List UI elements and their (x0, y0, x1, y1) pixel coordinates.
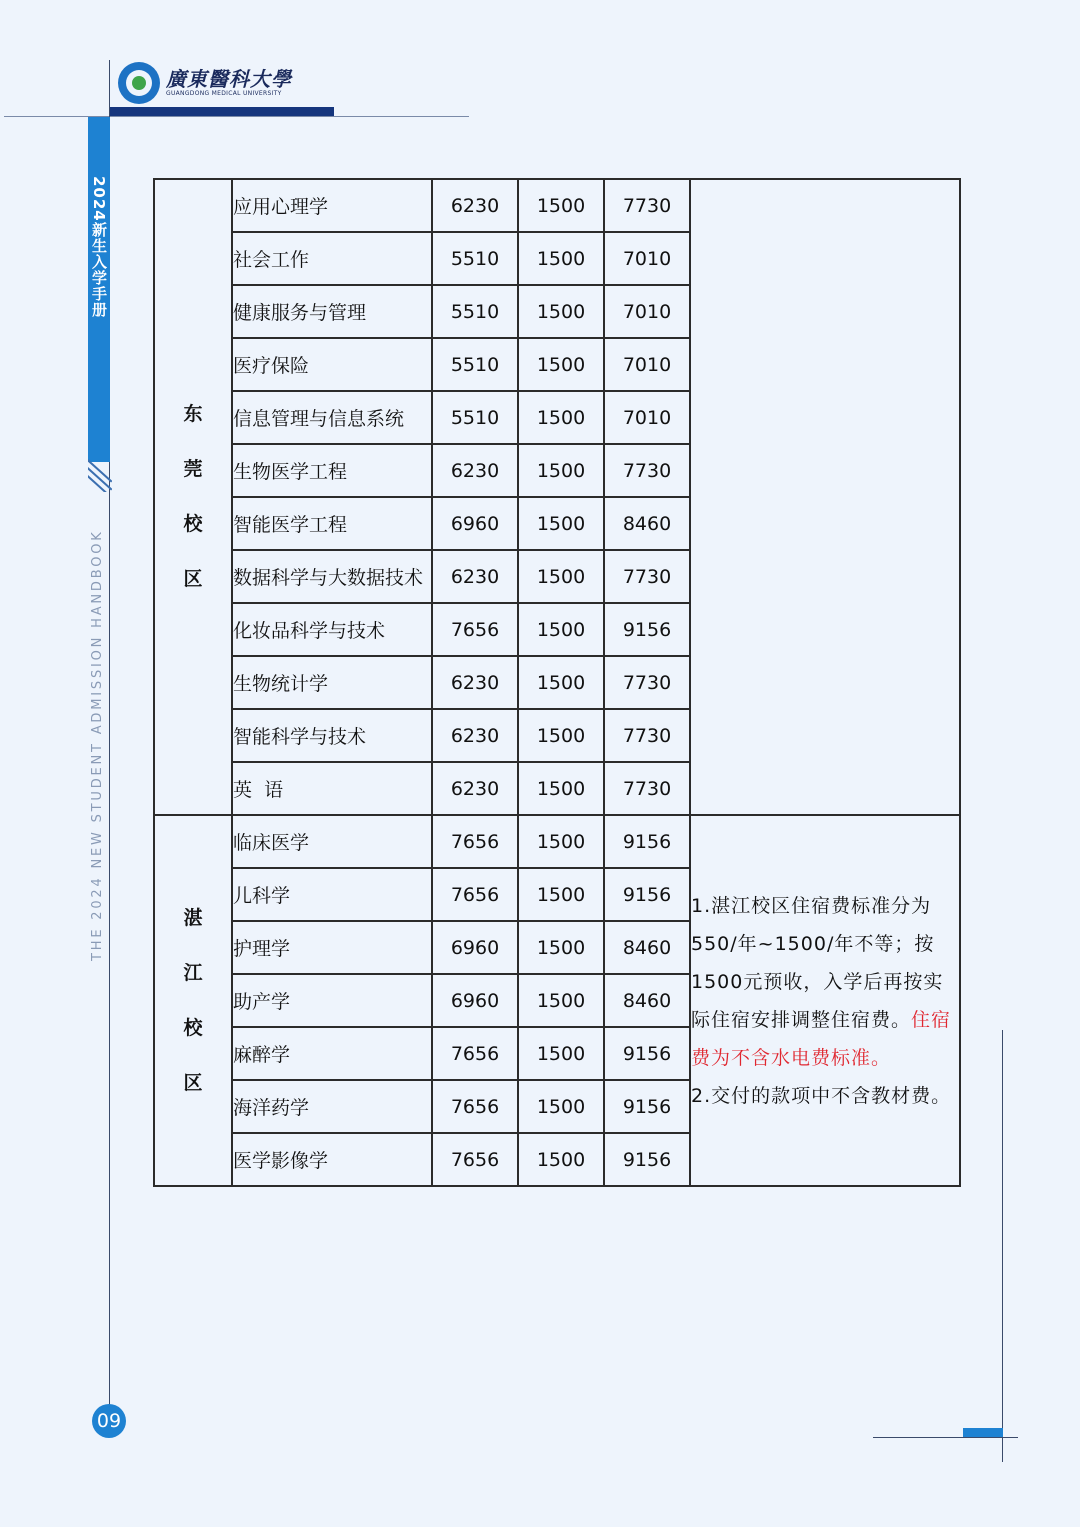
header-divider (4, 116, 469, 117)
accommodation-cell: 1500 (518, 815, 604, 868)
total-cell: 7730 (604, 444, 690, 497)
major-cell: 麻醉学 (232, 1027, 432, 1080)
major-cell: 数据科学与大数据技术 (232, 550, 432, 603)
major-cell: 化妆品科学与技术 (232, 603, 432, 656)
total-cell: 8460 (604, 921, 690, 974)
accommodation-cell: 1500 (518, 1027, 604, 1080)
note-part-1-highlight: 住宿费为不含水电费标准。 (691, 1008, 952, 1069)
total-cell: 7730 (604, 709, 690, 762)
total-cell: 9156 (604, 1027, 690, 1080)
accommodation-cell: 1500 (518, 179, 604, 232)
note-part-2: 2.交付的款项中不含教材费。 (691, 1084, 952, 1107)
campus-name: 东莞校区 (154, 179, 232, 815)
major-cell: 医疗保险 (232, 338, 432, 391)
tuition-cell: 5510 (432, 338, 518, 391)
major-cell: 儿科学 (232, 868, 432, 921)
note-part-1: 1.湛江校区住宿费标准分为550/年~1500/年不等；按1500元预收，入学后再按实际住宿安排调整住宿费。 (691, 894, 944, 1031)
total-cell: 7730 (604, 656, 690, 709)
total-cell: 7730 (604, 550, 690, 603)
sidebar-stripes (88, 452, 112, 492)
accommodation-cell: 1500 (518, 285, 604, 338)
page-number: 09 (92, 1404, 126, 1438)
accommodation-cell: 1500 (518, 868, 604, 921)
logo-chinese-name: 廣東醫科大學 (166, 67, 292, 91)
accommodation-cell: 1500 (518, 656, 604, 709)
major-cell: 信息管理与信息系统 (232, 391, 432, 444)
footer-deco-bar (963, 1428, 1003, 1437)
major-cell: 生物统计学 (232, 656, 432, 709)
footer-deco-vertical (1002, 1030, 1003, 1462)
accommodation-cell: 1500 (518, 709, 604, 762)
tuition-cell: 6230 (432, 444, 518, 497)
accommodation-cell: 1500 (518, 921, 604, 974)
university-emblem-icon (118, 62, 160, 104)
tuition-cell: 5510 (432, 391, 518, 444)
total-cell: 7730 (604, 762, 690, 815)
fee-table (153, 178, 961, 1187)
tuition-cell: 6230 (432, 550, 518, 603)
header-accent-bar (110, 107, 334, 116)
footer-deco-horizontal (873, 1437, 1018, 1438)
accommodation-cell: 1500 (518, 391, 604, 444)
tuition-cell: 6230 (432, 762, 518, 815)
total-cell: 8460 (604, 974, 690, 1027)
tuition-cell: 7656 (432, 868, 518, 921)
accommodation-cell: 1500 (518, 1080, 604, 1133)
tuition-cell: 7656 (432, 815, 518, 868)
tuition-cell: 6960 (432, 497, 518, 550)
table-row (154, 179, 960, 232)
major-cell: 社会工作 (232, 232, 432, 285)
accommodation-cell: 1500 (518, 232, 604, 285)
major-cell: 智能医学工程 (232, 497, 432, 550)
major-cell: 临床医学 (232, 815, 432, 868)
total-cell: 8460 (604, 497, 690, 550)
accommodation-cell: 1500 (518, 603, 604, 656)
major-cell: 海洋药学 (232, 1080, 432, 1133)
tuition-cell: 6230 (432, 656, 518, 709)
major-cell: 应用心理学 (232, 179, 432, 232)
major-cell: 医学影像学 (232, 1133, 432, 1186)
total-cell: 9156 (604, 1133, 690, 1186)
total-cell: 7010 (604, 285, 690, 338)
university-logo (118, 62, 292, 104)
total-cell: 7730 (604, 179, 690, 232)
campus-note (690, 815, 960, 1186)
major-cell: 生物医学工程 (232, 444, 432, 497)
major-cell: 英 语 (232, 762, 432, 815)
major-cell: 助产学 (232, 974, 432, 1027)
major-cell: 健康服务与管理 (232, 285, 432, 338)
tuition-cell: 7656 (432, 1027, 518, 1080)
total-cell: 7010 (604, 391, 690, 444)
tuition-cell: 6230 (432, 179, 518, 232)
total-cell: 9156 (604, 868, 690, 921)
total-cell: 7010 (604, 232, 690, 285)
major-cell: 智能科学与技术 (232, 709, 432, 762)
accommodation-cell: 1500 (518, 550, 604, 603)
campus-name: 湛江校区 (154, 815, 232, 1186)
accommodation-cell: 1500 (518, 444, 604, 497)
logo-english-name: GUANGDONG MEDICAL UNIVERSITY (166, 90, 282, 97)
tuition-cell: 6230 (432, 709, 518, 762)
table-row (154, 815, 960, 868)
accommodation-cell: 1500 (518, 762, 604, 815)
accommodation-cell: 1500 (518, 1133, 604, 1186)
empty-note-cell (690, 179, 960, 815)
total-cell: 9156 (604, 1080, 690, 1133)
handbook-title: 2024新生入学手册 (90, 176, 108, 318)
accommodation-cell: 1500 (518, 338, 604, 391)
accommodation-cell: 1500 (518, 497, 604, 550)
major-cell: 护理学 (232, 921, 432, 974)
handbook-english-title: THE 2024 NEW STUDENT ADMISSION HANDBOOK (90, 529, 105, 962)
tuition-cell: 6960 (432, 921, 518, 974)
tuition-cell: 7656 (432, 1080, 518, 1133)
accommodation-cell: 1500 (518, 974, 604, 1027)
tuition-cell: 5510 (432, 285, 518, 338)
tuition-cell: 5510 (432, 232, 518, 285)
tuition-cell: 7656 (432, 1133, 518, 1186)
tuition-cell: 7656 (432, 603, 518, 656)
total-cell: 7010 (604, 338, 690, 391)
total-cell: 9156 (604, 815, 690, 868)
tuition-cell: 6960 (432, 974, 518, 1027)
total-cell: 9156 (604, 603, 690, 656)
